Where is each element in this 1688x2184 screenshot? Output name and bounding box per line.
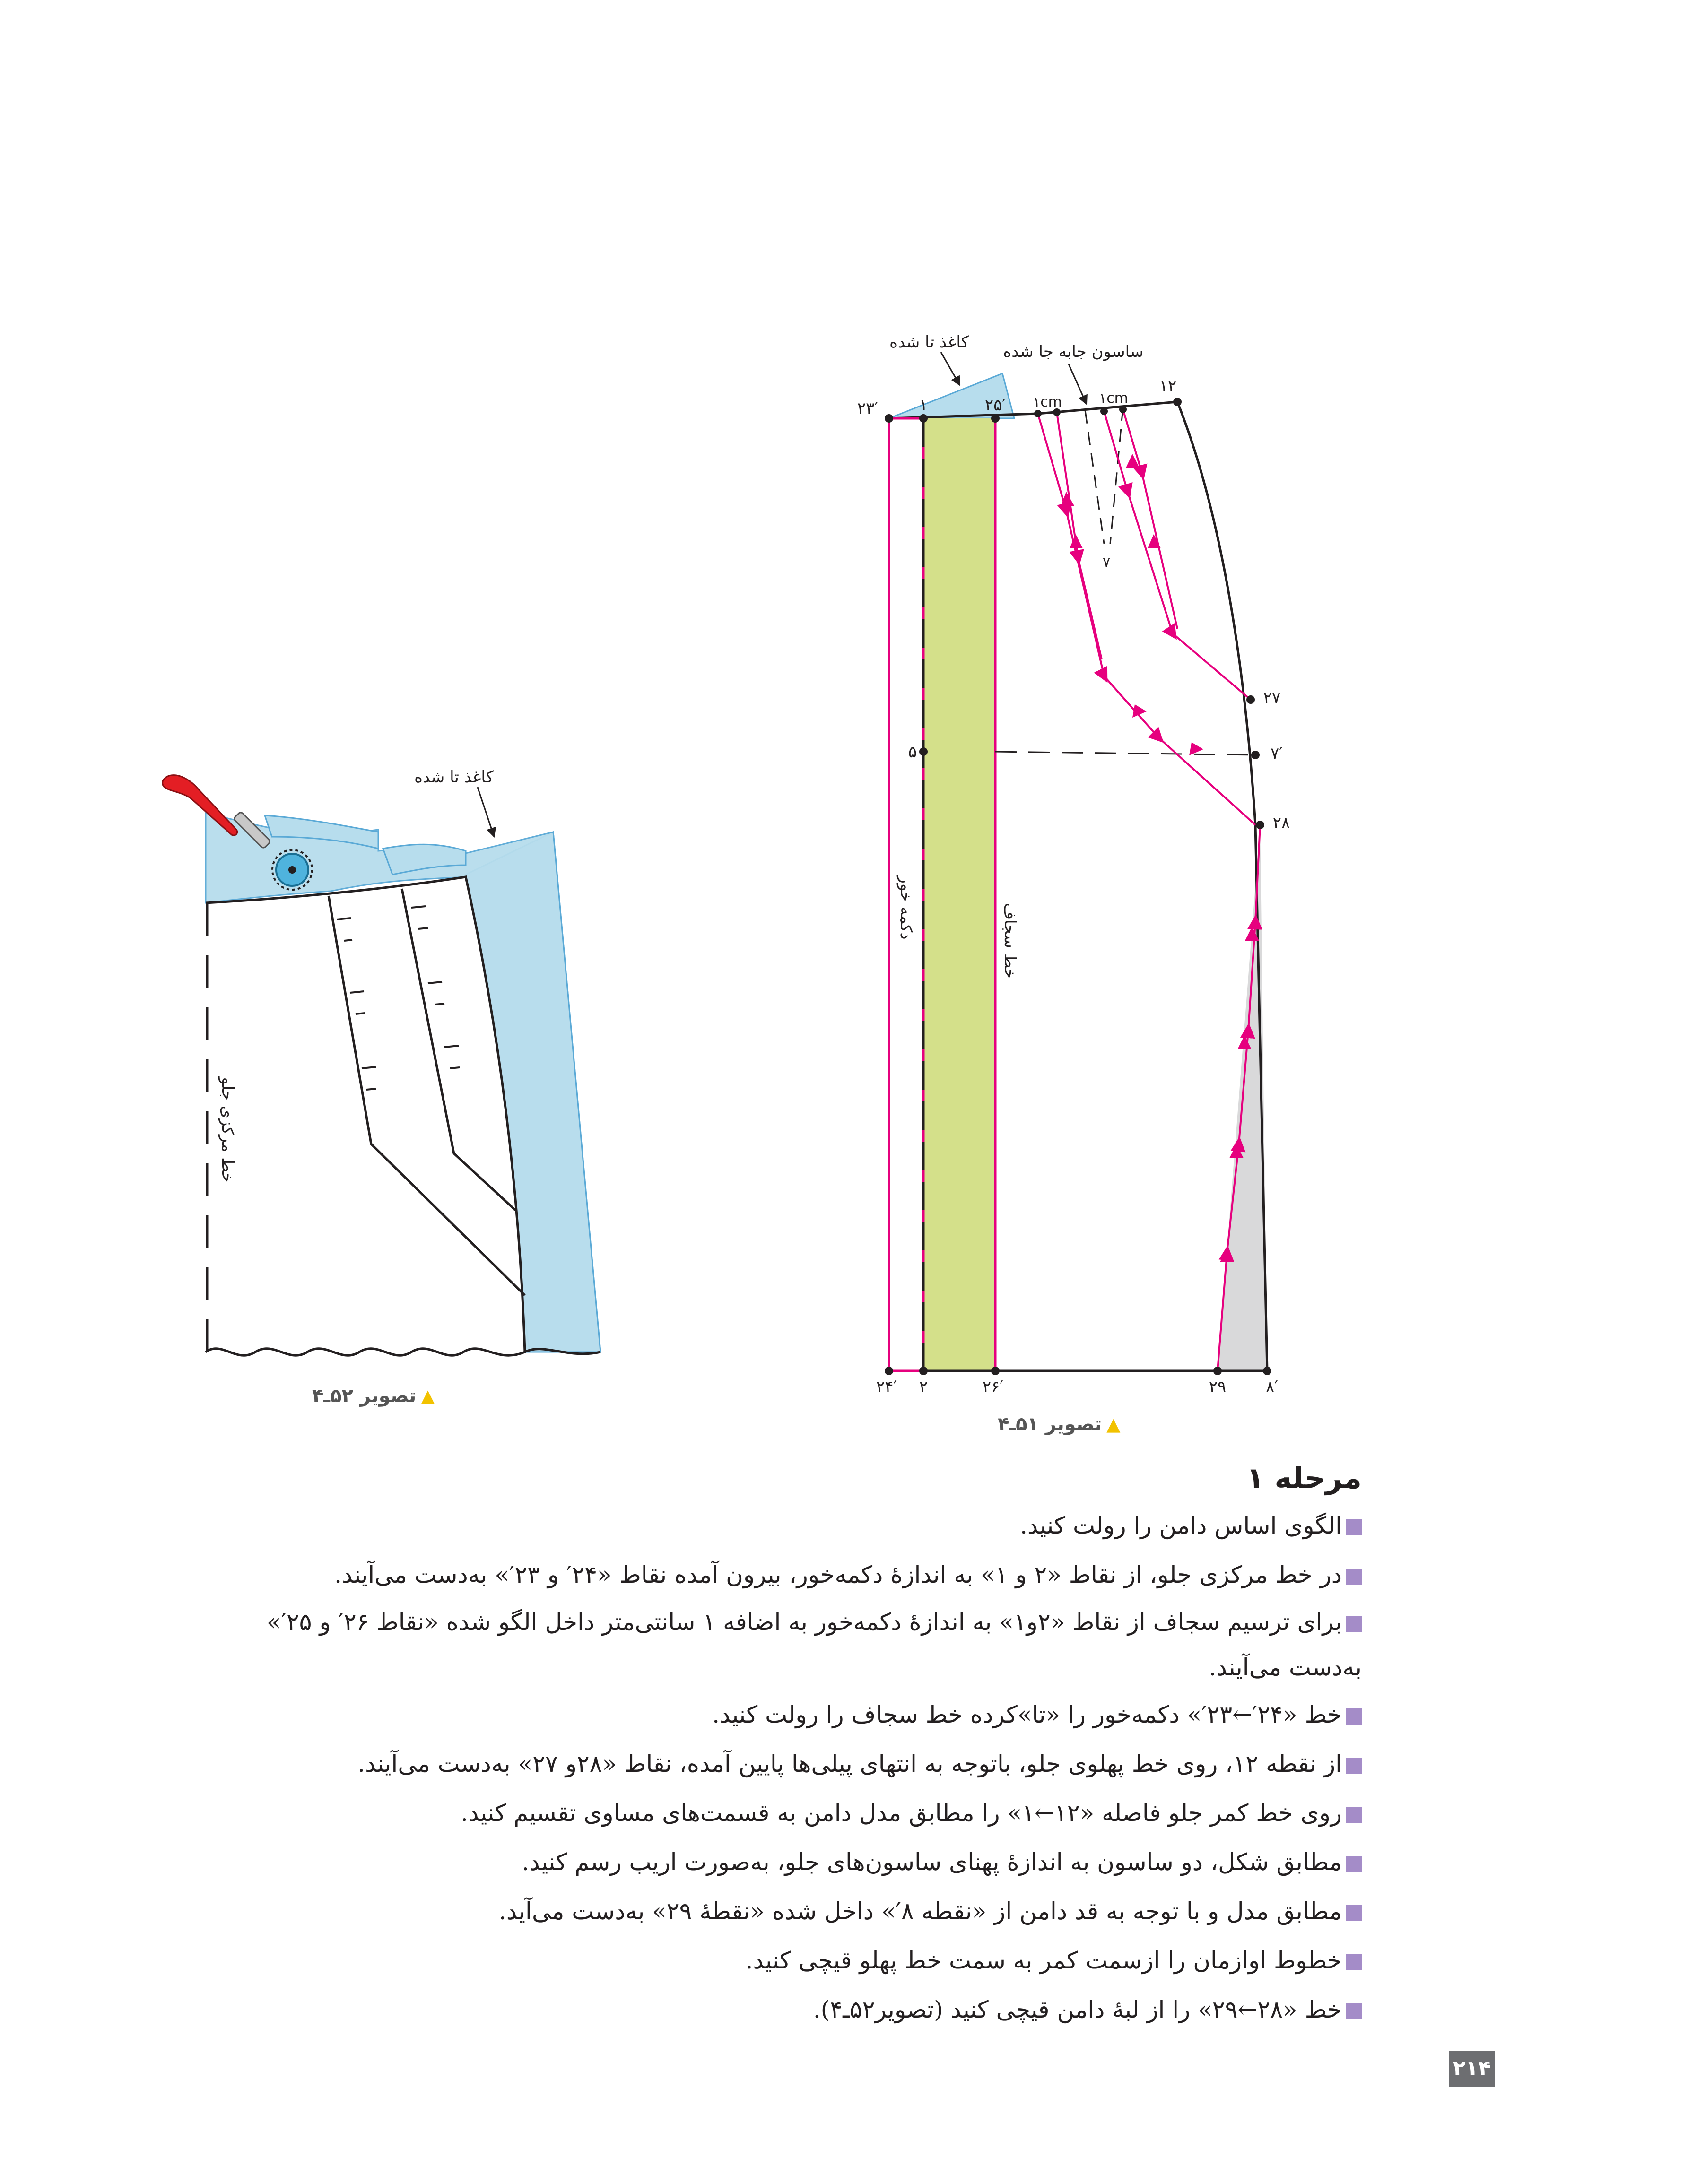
point-5-label: ۵ xyxy=(908,743,917,762)
square-bullet-icon xyxy=(1346,1758,1362,1774)
step-text: مطابق شکل، دو ساسون به اندازهٔ پهنای ساسون‌های جلو، به‌صورت اریب رسم کنید. xyxy=(522,1848,1342,1876)
point-29-label: ۲۹ xyxy=(1209,1378,1227,1396)
triangle-icon: ▲ xyxy=(1106,1414,1121,1435)
folded-paper-pointer-2 xyxy=(478,787,494,837)
figure-4-51 xyxy=(857,333,1290,1396)
one-cm-label-a: ۱cm xyxy=(1033,394,1062,410)
center-front-label: خط مرکزی جلو xyxy=(218,1077,237,1183)
point-25p-label: ۲۵′ xyxy=(984,396,1006,415)
square-bullet-icon xyxy=(1346,1807,1362,1823)
point-23p-label: ۲۳′ xyxy=(857,399,879,418)
step-item xyxy=(236,1690,1362,1739)
folded-paper-label: کاغذ تا شده xyxy=(889,333,969,352)
figure-51-caption xyxy=(998,1413,1121,1435)
step-text: از نقطه ۱۲، روی خط پهلوی جلو، باتوجه به انتهای پیلی‌ها پایین آمده، نقاط «۲۸و ۲۷» به‌دست می‌آیند. xyxy=(357,1750,1342,1777)
step-text: الگوی اساس دامن را رولت کنید. xyxy=(1019,1512,1342,1539)
page-number: ۲۱۴ xyxy=(1449,2051,1495,2087)
point-1-label: ۱ xyxy=(919,396,928,415)
step-item xyxy=(236,1837,1362,1887)
triangle-icon: ▲ xyxy=(421,1386,435,1406)
step-item xyxy=(236,1887,1362,1936)
figure-52-caption xyxy=(312,1385,435,1407)
step-text: خطوط اوازمان را ازسمت کمر به سمت خط پهلو قیچی کنید. xyxy=(745,1947,1342,1974)
stage-title: مرحله ۱ xyxy=(1246,1461,1362,1495)
point-28-label: ۲۸ xyxy=(1272,814,1290,832)
facing-line-label: خط سجاف xyxy=(1001,902,1019,979)
point-7p-label: ۷′ xyxy=(1270,744,1283,763)
figure-52-caption-text: تصویر ۵۲ـ۴ xyxy=(312,1385,417,1407)
dart-arrowheads xyxy=(1061,454,1259,1262)
square-bullet-icon xyxy=(1346,2003,1362,2019)
step-text: مطابق مدل و با توجه به قد دامن از «نقطه ۸′» داخل شده «نقطهٔ ۲۹» به‌دست می‌آید. xyxy=(499,1898,1342,1925)
step-text: خط «۲۴′←۲۳′» دکمه‌خور را «تا»کرده خط سجاف را رولت کنید. xyxy=(712,1701,1342,1728)
step-item xyxy=(236,1936,1362,1985)
step-text: خط «۲۸←۲۹» را از لبهٔ دامن قیچی کنید (تصویر۵۲ـ۴). xyxy=(813,1996,1342,2023)
hip-line xyxy=(995,752,1255,755)
figure-4-52 xyxy=(163,768,600,1355)
figure-51-caption-text: تصویر ۵۱ـ۴ xyxy=(998,1413,1102,1435)
square-bullet-icon xyxy=(1346,1708,1362,1725)
point-8p-label: ۸′ xyxy=(1266,1378,1278,1396)
step-text: برای ترسیم سجاف از نقاط «۲و۱» به اندازهٔ دکمه‌خور به اضافه ۱ سانتی‌متر داخل الگو شده «نقاط ۲۶′ و ۲۵′» به‌دست می‌آیند. xyxy=(266,1608,1362,1681)
step-item xyxy=(236,1501,1362,1550)
step-text: در خط مرکزی جلو، از نقاط «۲ و ۱» به اندازهٔ دکمه‌خور، بیرون آمده نقاط «۲۴′ و ۲۳′» به‌دست می‌آیند. xyxy=(334,1561,1342,1588)
point-2-label: ۲ xyxy=(919,1378,928,1396)
step-text: روی خط کمر جلو فاصله «۱۲←۱» را مطابق مدل دامن به قسمت‌های مساوی تقسیم کنید. xyxy=(461,1799,1342,1827)
square-bullet-icon xyxy=(1346,1569,1362,1585)
relocated-dart-label: ساسون جابه جا شده xyxy=(1003,342,1144,361)
step-item xyxy=(236,1550,1362,1599)
point-26p-label: ۲۶′ xyxy=(982,1378,1004,1396)
folded-paper-pointer xyxy=(941,352,960,385)
square-bullet-icon xyxy=(1346,1519,1362,1535)
square-bullet-icon xyxy=(1346,1954,1362,1970)
point-7-label: ۷ xyxy=(1102,555,1111,571)
square-bullet-icon xyxy=(1346,1616,1362,1632)
relocated-dart-pointer xyxy=(1069,364,1087,404)
steps-list xyxy=(236,1501,1362,2034)
facing-band xyxy=(923,418,995,1371)
step-item xyxy=(236,1599,1362,1690)
relocated-darts xyxy=(1038,409,1260,1371)
square-bullet-icon xyxy=(1346,1856,1362,1872)
button-stand-label: دکمه خور xyxy=(896,875,915,940)
one-cm-label-b: ۱cm xyxy=(1099,390,1128,407)
square-bullet-icon xyxy=(1346,1905,1362,1921)
point-12-label: ۱۲ xyxy=(1159,377,1177,396)
step-item xyxy=(236,1739,1362,1788)
step-item xyxy=(236,1788,1362,1837)
original-dart xyxy=(1085,407,1123,544)
point-27-label: ۲۷ xyxy=(1263,689,1281,708)
step-item xyxy=(236,1985,1362,2034)
folded-paper-label-2: کاغذ تا شده xyxy=(414,768,494,787)
point-24p-label: ۲۴′ xyxy=(876,1378,897,1396)
